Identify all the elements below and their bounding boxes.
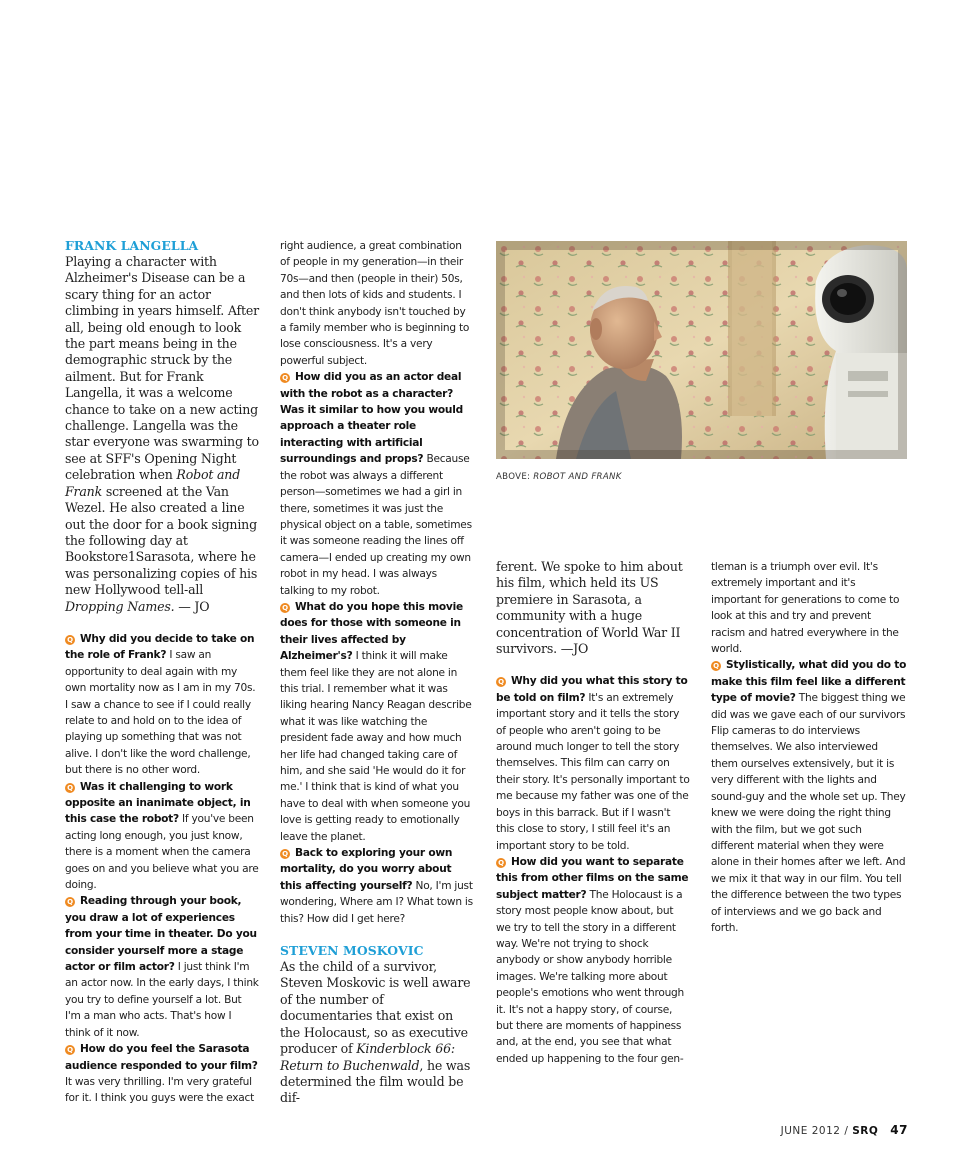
question: Was it challenging to work opposite an inanimate object, in this case the robot? xyxy=(65,780,251,826)
qa-3 xyxy=(65,893,259,1041)
column-2 xyxy=(280,238,474,1107)
continued-text: right audience, a great combination of people in my generation—in their 70s—and then (people in their) 50s, and then lots of kids and students. I don't think anybody isn't touched by a family member who is beginning to lose consciousness. It's a very powerful subject. xyxy=(280,240,470,367)
qa-4 xyxy=(65,1041,259,1107)
answer: No, I'm just wondering, Where am I? What town is this? How did I get here? xyxy=(280,879,473,925)
continued-text: ferent. We spoke to him about his film, which held its US premiere in Sarasota, a community with a huge concentration of World War II survivors. —JO xyxy=(496,559,683,657)
qa-6 xyxy=(280,599,474,845)
answer: I saw an opportunity to deal again with my own mortality now as I am in my 70s. I saw a chance to see if I could really relate to and hold on to the idea of playing up something that was not alive. I don't like the word challenge, but there is no other word. xyxy=(65,649,256,777)
qa-10 xyxy=(711,657,907,936)
column-3 xyxy=(496,559,690,1067)
qa-5 xyxy=(280,369,474,599)
column-4 xyxy=(711,559,907,936)
qa-8 xyxy=(496,673,690,853)
question: How do you feel the Sarasota audience responded to your film? xyxy=(65,1043,258,1072)
question-icon: Q xyxy=(280,603,290,613)
answer: The Holocaust is a story most people know about, but we try to tell the story in a different way. We're not trying to shock anybody or show anybody horrible images. We're talking more about people's emotions who went through it. It's not a happy story, of course, but there are moments of happiness and, at the end, you see that what ended up happening to the four gen- xyxy=(496,888,684,1065)
answer: It's an extremely important story and it tells the story of people who aren't going to be around much longer to tell the story themselves. This film can carry on their story. It's personally important to me because my father was one of the boys in this barrack. But if I wasn't this close to story, I still feel it's an important story to be told. xyxy=(496,691,690,852)
question-icon: Q xyxy=(496,858,506,868)
continued-text: tleman is a triumph over evil. It's extremely important and it's important for generations to come to look at this and try and prevent racism and hatred everywhere in the world. xyxy=(711,561,900,656)
question: Why did you decide to take on the role of Frank? xyxy=(65,632,255,662)
answer: I just think I'm an actor now. In the early days, I think you try to define yourself a lot. But I'm a man who acts. That's how I think of it now. xyxy=(65,961,259,1039)
question-icon: Q xyxy=(496,677,506,687)
question: Why did you what this story to be told on film? xyxy=(496,675,688,704)
question: How did you as an actor deal with the robot as a character? Was it similar to how you would approach a theater role interacting with artificial surroundings and props? xyxy=(280,371,463,466)
page-number: 47 xyxy=(890,1123,908,1137)
question-icon: Q xyxy=(65,783,75,793)
qa-9 xyxy=(496,854,690,1067)
section-heading-langella: FRANK LANGELLA xyxy=(65,238,199,253)
folio-separator: / xyxy=(844,1125,849,1137)
photo-illustration xyxy=(496,241,907,459)
answer: The biggest thing we did was we gave each of our survivors Flip cameras to do interviews themselves. We also interviewed them ourselves extensively, but it is very different with the lights and sound-guy and the whole set up. They knew we were doing the right thing with the film, but we got such different material when they were alone in their homes after we left. And we mix it that way in our film. You tell the difference between the two types of interviews and we go back and forth. xyxy=(711,692,906,934)
question: Stylistically, what did you do to make this film feel like a different type of movie? xyxy=(711,659,907,705)
question: Reading through your book, you draw a lot of experiences from your time in theater. Do you consider yourself more a stage actor or film actor? xyxy=(65,895,257,974)
intro-moskovic: As the child of a survivor, Steven Moskovic is well aware of the number of documentaries that exist on the Holocaust, so as executive producer of Kinderblock 66: Return to Buchenwald, he was determined the film would be dif- xyxy=(280,959,471,1106)
answer: I think it will make them feel like they are not alone in this trial. I remember what it was liking hearing Nancy Reagan describe what it was like watching the president fade away and how much her life had changed taking care of him, and she said 'He would do it for me.' I think that is kind of what you have to deal with when someone you love is getting ready to emotionally leave the planet. xyxy=(280,650,472,843)
qa-2 xyxy=(65,779,259,894)
question-icon: Q xyxy=(65,635,75,645)
question-icon: Q xyxy=(65,1045,75,1055)
qa-7 xyxy=(280,845,474,927)
question: What do you hope this movie does for those with someone in their lives affected by Alzheimer's? xyxy=(280,600,463,663)
column-1 xyxy=(65,238,259,1107)
page-folio xyxy=(781,1123,908,1137)
question-icon: Q xyxy=(280,849,290,859)
answer: Because the robot was always a different person—sometimes we had a girl in there, sometimes it was just the physical object on a table, sometimes it was someone reading the lines off camera—I ended up creating my own robot in my head. I was always talking to my robot. xyxy=(280,453,472,597)
robot-and-frank-photo xyxy=(496,241,907,459)
qa-1 xyxy=(65,631,259,779)
question-icon: Q xyxy=(280,373,290,383)
section-heading-moskovic: STEVEN MOSKOVIC xyxy=(280,943,424,959)
question: How did you want to separate this from other films on the same subject matter? xyxy=(496,855,689,901)
issue-date: JUNE 2012 xyxy=(780,1125,841,1137)
question: Back to exploring your own mortality, do you worry about this affecting yourself? xyxy=(280,847,453,892)
answer: If you've been acting long enough, you just know, there is a moment when the camera goes on and you believe what you are doing. xyxy=(65,813,259,892)
answer: It was very thrilling. I'm very grateful for it. I think you guys were the exact xyxy=(65,1075,254,1105)
question-icon: Q xyxy=(65,897,75,907)
magazine-name: SRQ xyxy=(852,1125,879,1137)
question-icon: Q xyxy=(711,661,721,671)
photo-caption: ABOVE: ROBOT AND FRANK xyxy=(496,472,622,482)
intro-langella: Playing a character with Alzheimer's Disease can be a scary thing for an actor climbing in years himself. After all, being old enough to look the part means being in the demographic struck by the ailment. But for Frank Langella, it was a welcome chance to take on a new acting challenge. Langella was the star everyone was swarming to see at SFF's Opening Night celebration when Robot and Frank screened at the Van Wezel. He also created a line out the door for a book signing the following day at Bookstore1Sarasota, where he was personalizing copies of his new Hollywood tell-all Dropping Names. — JO xyxy=(65,254,259,614)
